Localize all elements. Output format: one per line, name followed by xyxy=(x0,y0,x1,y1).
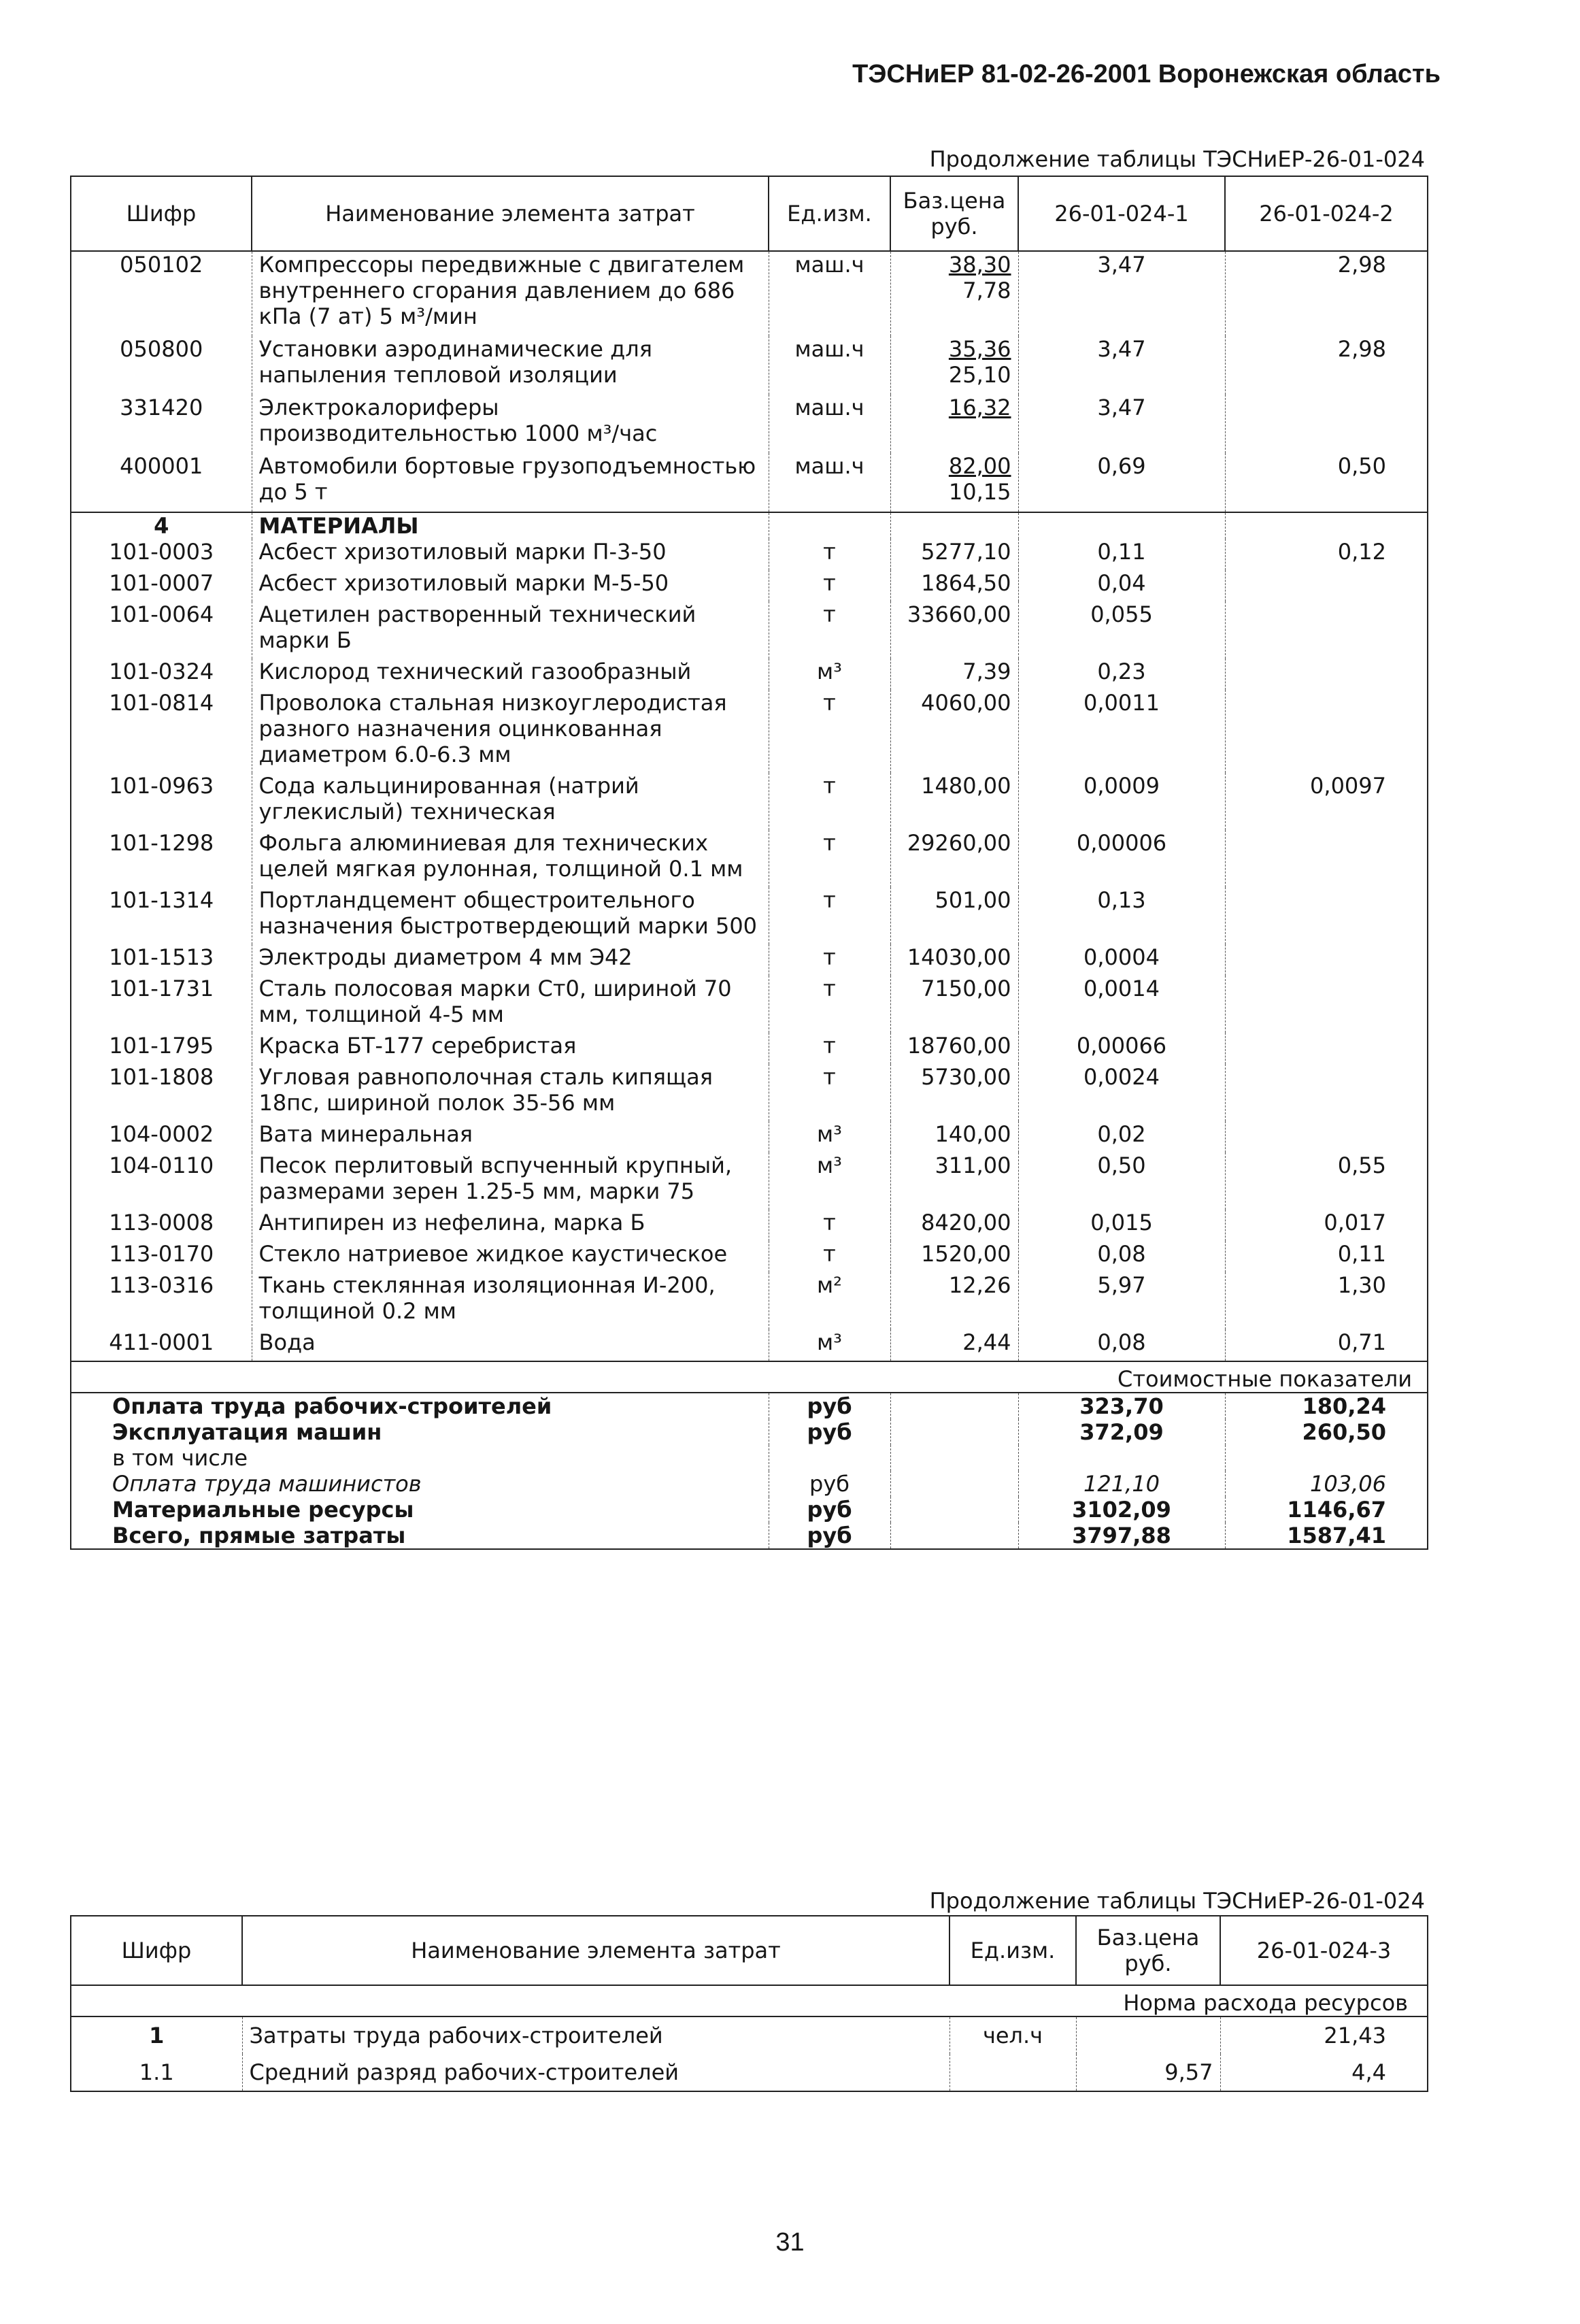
row-name: Портландцемент общестроительного назначения быстротвердеющий марки 500 xyxy=(252,887,769,944)
row-norm-2: 1,30 xyxy=(1225,1272,1428,1329)
table-row xyxy=(71,976,1428,1033)
t2-column-header-name: Наименование элемента затрат xyxy=(242,1916,949,1985)
row-price: 5730,00 xyxy=(890,1064,1018,1121)
row-code: 101-0963 xyxy=(109,773,214,799)
table-row xyxy=(71,336,1428,395)
cost-row xyxy=(71,1419,1428,1445)
row-name: Вата минеральная xyxy=(252,1121,769,1152)
row-code: 101-0324 xyxy=(109,659,214,684)
cost-row xyxy=(71,1523,1428,1549)
row-unit: м³ xyxy=(769,659,890,690)
row-price-machinist: 10,15 xyxy=(948,479,1011,505)
row-price-main: 16,32 xyxy=(948,395,1011,420)
row-norm-2 xyxy=(1225,395,1428,453)
row-norm-1: 0,0004 xyxy=(1018,944,1225,976)
row-unit xyxy=(949,2054,1076,2091)
t2-column-header-norm: 26-01-024-3 xyxy=(1220,1916,1428,1985)
table-row xyxy=(71,690,1428,773)
row-code: 113-0316 xyxy=(109,1272,214,1298)
cost-label: Эксплуатация машин xyxy=(112,1419,382,1445)
row-code: 101-1731 xyxy=(109,976,214,1001)
row-norm-1: 0,08 xyxy=(1018,1241,1225,1272)
row-price: 18760,00 xyxy=(890,1033,1018,1064)
table-row xyxy=(71,1121,1428,1152)
row-norm-1: 5,97 xyxy=(1018,1272,1225,1329)
row-norm-2 xyxy=(1225,887,1428,944)
table-row xyxy=(71,1272,1428,1329)
row-name: Установки аэродинамические для напыления тепловой изоляции xyxy=(252,336,769,395)
cost-value-1: 323,70 xyxy=(1018,1393,1225,1419)
row-code: 1 xyxy=(149,2023,165,2048)
cost-value-2: 1587,41 xyxy=(1225,1523,1428,1549)
row-code: 411-0001 xyxy=(109,1329,214,1355)
cost-header: Стоимостные показатели xyxy=(71,1361,1428,1393)
table-row xyxy=(71,1241,1428,1272)
row-norm-1: 0,0014 xyxy=(1018,976,1225,1033)
row-norm-2: 0,50 xyxy=(1225,453,1428,512)
cost-value-1: 372,09 xyxy=(1018,1419,1225,1445)
row-unit: т xyxy=(769,773,890,830)
t2-column-header-price: Баз.цена руб. xyxy=(1076,1916,1220,1985)
cost-value-2: 1146,67 xyxy=(1225,1497,1428,1523)
row-name: Антипирен из нефелина, марка Б xyxy=(252,1210,769,1241)
row-unit: м³ xyxy=(769,1121,890,1152)
cost-header-row xyxy=(71,1361,1428,1393)
row-price: 9,57 xyxy=(1076,2054,1220,2091)
row-norm-2 xyxy=(1225,659,1428,690)
table-row xyxy=(71,944,1428,976)
row-price: 140,00 xyxy=(890,1121,1018,1152)
row-unit: т xyxy=(769,1033,890,1064)
row-price: 5277,10 xyxy=(890,539,1018,570)
row-unit: маш.ч xyxy=(769,453,890,512)
row-price-main: 82,00 xyxy=(948,453,1011,479)
cost-row xyxy=(71,1445,1428,1471)
table-row xyxy=(71,1033,1428,1064)
table-row xyxy=(71,1064,1428,1121)
row-price: 4060,00 xyxy=(890,690,1018,773)
cost-price-empty xyxy=(890,1497,1018,1523)
row-unit: маш.ч xyxy=(769,395,890,453)
column-header-norm-2: 26-01-024-2 xyxy=(1225,176,1428,251)
resource-table-1 xyxy=(70,176,1428,1550)
row-price: 7150,00 xyxy=(890,976,1018,1033)
table-header-row xyxy=(71,176,1428,251)
row-code: 113-0008 xyxy=(109,1210,214,1235)
row-name: Асбест хризотиловый марки М-5-50 xyxy=(252,570,769,601)
row-code: 101-1808 xyxy=(109,1064,214,1090)
row-unit: м³ xyxy=(769,1152,890,1210)
row-price: 12,26 xyxy=(890,1272,1018,1329)
row-norm-2: 0,017 xyxy=(1225,1210,1428,1241)
table-row xyxy=(71,2016,1428,2054)
row-norm-2: 2,98 xyxy=(1225,251,1428,336)
row-norm-1: 0,11 xyxy=(1018,539,1225,570)
row-norm-1: 0,0024 xyxy=(1018,1064,1225,1121)
row-price xyxy=(890,251,1018,336)
row-name: Сода кальцинированная (натрий углекислый) техническая xyxy=(252,773,769,830)
row-price xyxy=(1076,2016,1220,2054)
row-unit: т xyxy=(769,1241,890,1272)
row-norm-2 xyxy=(1225,944,1428,976)
cost-label: в том числе xyxy=(112,1445,248,1471)
row-price: 1480,00 xyxy=(890,773,1018,830)
row-name: Асбест хризотиловый марки П-3-50 xyxy=(252,539,769,570)
row-price: 7,39 xyxy=(890,659,1018,690)
table-row xyxy=(71,830,1428,887)
cost-value-1 xyxy=(1018,1445,1225,1471)
row-code: 1.1 xyxy=(139,2059,174,2085)
row-unit: маш.ч xyxy=(769,251,890,336)
row-unit: м³ xyxy=(769,1329,890,1361)
section-row xyxy=(71,512,1428,539)
cost-value-1: 121,10 xyxy=(1018,1471,1225,1497)
table-row xyxy=(71,539,1428,570)
row-price: 14030,00 xyxy=(890,944,1018,976)
row-name: Электроды диаметром 4 мм Э42 xyxy=(252,944,769,976)
row-code: 101-1513 xyxy=(109,944,214,970)
row-name: Затраты труда рабочих-строителей xyxy=(242,2016,949,2054)
row-price xyxy=(890,453,1018,512)
cost-row xyxy=(71,1393,1428,1419)
table-row xyxy=(71,395,1428,453)
row-norm-1: 0,02 xyxy=(1018,1121,1225,1152)
row-code: 101-1298 xyxy=(109,830,214,856)
row-name: Фольга алюминиевая для технических целей мягкая рулонная, толщиной 0.1 мм xyxy=(252,830,769,887)
norm-header-row xyxy=(71,1985,1428,2016)
cost-unit: руб xyxy=(769,1393,890,1419)
row-code: 101-1795 xyxy=(109,1033,214,1059)
row-norm-2 xyxy=(1225,1121,1428,1152)
row-code: 101-0003 xyxy=(109,539,214,565)
row-unit: т xyxy=(769,830,890,887)
cost-price-empty xyxy=(890,1471,1018,1497)
cost-label: Оплата труда рабочих-строителей xyxy=(71,1393,769,1419)
continuation-label-2: Продолжение таблицы ТЭСНиЕР-26-01-024 xyxy=(929,1888,1425,1914)
row-norm-1: 0,50 xyxy=(1018,1152,1225,1210)
row-unit: т xyxy=(769,1210,890,1241)
table-row xyxy=(71,773,1428,830)
row-price: 2,44 xyxy=(890,1329,1018,1361)
row-norm-1: 0,23 xyxy=(1018,659,1225,690)
column-header-code: Шифр xyxy=(71,176,252,251)
row-price-main: 38,30 xyxy=(948,252,1011,278)
row-norm-2 xyxy=(1225,976,1428,1033)
row-norm-2 xyxy=(1225,1033,1428,1064)
cost-value-2 xyxy=(1225,1445,1428,1471)
cost-label: Всего, прямые затраты xyxy=(112,1523,406,1548)
row-norm-1: 0,0009 xyxy=(1018,773,1225,830)
continuation-label-1: Продолжение таблицы ТЭСНиЕР-26-01-024 xyxy=(929,146,1425,172)
table-row xyxy=(71,251,1428,336)
table-row xyxy=(71,659,1428,690)
row-norm-1: 3,47 xyxy=(1018,336,1225,395)
cost-value-2: 260,50 xyxy=(1225,1419,1428,1445)
row-code: 104-0110 xyxy=(109,1152,214,1178)
row-code: 101-0007 xyxy=(109,570,214,596)
cost-price-empty xyxy=(890,1445,1018,1471)
row-price: 311,00 xyxy=(890,1152,1018,1210)
row-code: 050102 xyxy=(120,252,203,278)
row-norm: 21,43 xyxy=(1220,2016,1428,2054)
row-name: Ацетилен растворенный технический марки Б xyxy=(252,601,769,659)
cost-price-empty xyxy=(890,1523,1018,1549)
row-price-machinist: 25,10 xyxy=(948,362,1011,388)
cost-unit: руб xyxy=(769,1523,890,1549)
row-unit: т xyxy=(769,887,890,944)
norm-header: Норма расхода ресурсов xyxy=(71,1985,1428,2016)
row-name: Краска БТ-177 серебристая xyxy=(252,1033,769,1064)
row-price: 33660,00 xyxy=(890,601,1018,659)
row-unit: м² xyxy=(769,1272,890,1329)
row-norm-1: 0,04 xyxy=(1018,570,1225,601)
row-norm-1: 0,00066 xyxy=(1018,1033,1225,1064)
table-row xyxy=(71,570,1428,601)
row-name: Ткань стеклянная изоляционная И-200, толщиной 0.2 мм xyxy=(252,1272,769,1329)
row-norm-1: 3,47 xyxy=(1018,251,1225,336)
cost-label: Материальные ресурсы xyxy=(112,1497,414,1523)
row-code: 400001 xyxy=(120,453,203,479)
row-unit: т xyxy=(769,690,890,773)
table-row xyxy=(71,1210,1428,1241)
row-price xyxy=(890,395,1018,453)
row-name: Песок перлитовый вспученный крупный, размерами зерен 1.25-5 мм, марки 75 xyxy=(252,1152,769,1210)
row-price: 1864,50 xyxy=(890,570,1018,601)
row-price: 29260,00 xyxy=(890,830,1018,887)
row-name: Автомобили бортовые грузоподъемностью до 5 т xyxy=(252,453,769,512)
cost-value-1: 3797,88 xyxy=(1018,1523,1225,1549)
row-unit: т xyxy=(769,539,890,570)
cost-row xyxy=(71,1471,1428,1497)
table-row xyxy=(71,601,1428,659)
row-code: 101-1314 xyxy=(109,887,214,913)
row-code: 101-0814 xyxy=(109,690,214,716)
row-unit: т xyxy=(769,601,890,659)
row-code: 101-0064 xyxy=(109,601,214,627)
column-header-norm-1: 26-01-024-1 xyxy=(1018,176,1225,251)
row-name: Угловая равнополочная сталь кипящая 18пс, шириной полок 35-56 мм xyxy=(252,1064,769,1121)
row-norm-2: 0,11 xyxy=(1225,1241,1428,1272)
t2-column-header-code: Шифр xyxy=(71,1916,242,1985)
row-norm-1: 3,47 xyxy=(1018,395,1225,453)
table-row xyxy=(71,1152,1428,1210)
row-norm-1: 0,055 xyxy=(1018,601,1225,659)
row-norm-1: 0,0011 xyxy=(1018,690,1225,773)
row-name: Стекло натриевое жидкое каустическое xyxy=(252,1241,769,1272)
row-unit: т xyxy=(769,944,890,976)
cost-row xyxy=(71,1497,1428,1523)
cost-label: Оплата труда машинистов xyxy=(112,1471,422,1497)
row-norm-2 xyxy=(1225,830,1428,887)
row-code: 113-0170 xyxy=(109,1241,214,1267)
cost-unit xyxy=(769,1445,890,1471)
row-name: Компрессоры передвижные с двигателем внутреннего сгорания давлением до 686 кПа (7 ат) 5 м³/мин xyxy=(252,251,769,336)
document-title: ТЭСНиЕР 81-02-26-2001 Воронежская область xyxy=(852,60,1441,88)
row-norm: 4,4 xyxy=(1220,2054,1428,2091)
row-unit: т xyxy=(769,1064,890,1121)
cost-unit: руб xyxy=(769,1471,890,1497)
row-price: 1520,00 xyxy=(890,1241,1018,1272)
row-norm-2 xyxy=(1225,690,1428,773)
row-name: Вода xyxy=(252,1329,769,1361)
cost-value-2: 180,24 xyxy=(1225,1393,1428,1419)
row-norm-1: 0,08 xyxy=(1018,1329,1225,1361)
section-code: 4 xyxy=(71,512,252,539)
section-name: МАТЕРИАЛЫ xyxy=(252,512,769,539)
row-code: 050800 xyxy=(120,336,203,362)
table-row xyxy=(71,2054,1428,2091)
row-price: 501,00 xyxy=(890,887,1018,944)
row-norm-2 xyxy=(1225,1064,1428,1121)
column-header-name: Наименование элемента затрат xyxy=(252,176,769,251)
row-name: Электрокалориферы производительностью 1000 м³/час xyxy=(252,395,769,453)
row-norm-1: 0,00006 xyxy=(1018,830,1225,887)
row-norm-2: 2,98 xyxy=(1225,336,1428,395)
row-norm-2: 0,55 xyxy=(1225,1152,1428,1210)
cost-price-empty xyxy=(890,1419,1018,1445)
row-unit: т xyxy=(769,976,890,1033)
row-unit: маш.ч xyxy=(769,336,890,395)
row-norm-2: 0,12 xyxy=(1225,539,1428,570)
row-unit: чел.ч xyxy=(949,2016,1076,2054)
table-row xyxy=(71,887,1428,944)
row-norm-1: 0,69 xyxy=(1018,453,1225,512)
row-name: Проволока стальная низкоуглеродистая разного назначения оцинкованная диаметром 6.0-6.3 мм xyxy=(252,690,769,773)
row-code: 331420 xyxy=(120,395,203,420)
row-price: 8420,00 xyxy=(890,1210,1018,1241)
table-row xyxy=(71,1329,1428,1361)
row-unit: т xyxy=(769,570,890,601)
row-norm-2 xyxy=(1225,570,1428,601)
row-norm-1: 0,13 xyxy=(1018,887,1225,944)
table2-header-row xyxy=(71,1916,1428,1985)
resource-table-2 xyxy=(70,1915,1428,2092)
cost-price-empty xyxy=(890,1393,1018,1419)
column-header-price: Баз.цена руб. xyxy=(890,176,1018,251)
row-norm-2: 0,71 xyxy=(1225,1329,1428,1361)
row-norm-1: 0,015 xyxy=(1018,1210,1225,1241)
cost-unit: руб xyxy=(769,1497,890,1523)
page-number: 31 xyxy=(775,2228,805,2257)
row-price xyxy=(890,336,1018,395)
row-price-main: 35,36 xyxy=(948,336,1011,362)
t2-column-header-unit: Ед.изм. xyxy=(949,1916,1076,1985)
row-price-machinist: 7,78 xyxy=(962,278,1011,303)
row-norm-2 xyxy=(1225,601,1428,659)
cost-value-2: 103,06 xyxy=(1225,1471,1428,1497)
row-code: 104-0002 xyxy=(109,1121,214,1147)
cost-unit: руб xyxy=(769,1419,890,1445)
cost-value-1: 3102,09 xyxy=(1018,1497,1225,1523)
row-name: Кислород технический газообразный xyxy=(252,659,769,690)
row-name: Средний разряд рабочих-строителей xyxy=(242,2054,949,2091)
table-row xyxy=(71,453,1428,512)
row-name: Сталь полосовая марки Ст0, шириной 70 мм, толщиной 4-5 мм xyxy=(252,976,769,1033)
row-norm-2: 0,0097 xyxy=(1225,773,1428,830)
column-header-unit: Ед.изм. xyxy=(769,176,890,251)
